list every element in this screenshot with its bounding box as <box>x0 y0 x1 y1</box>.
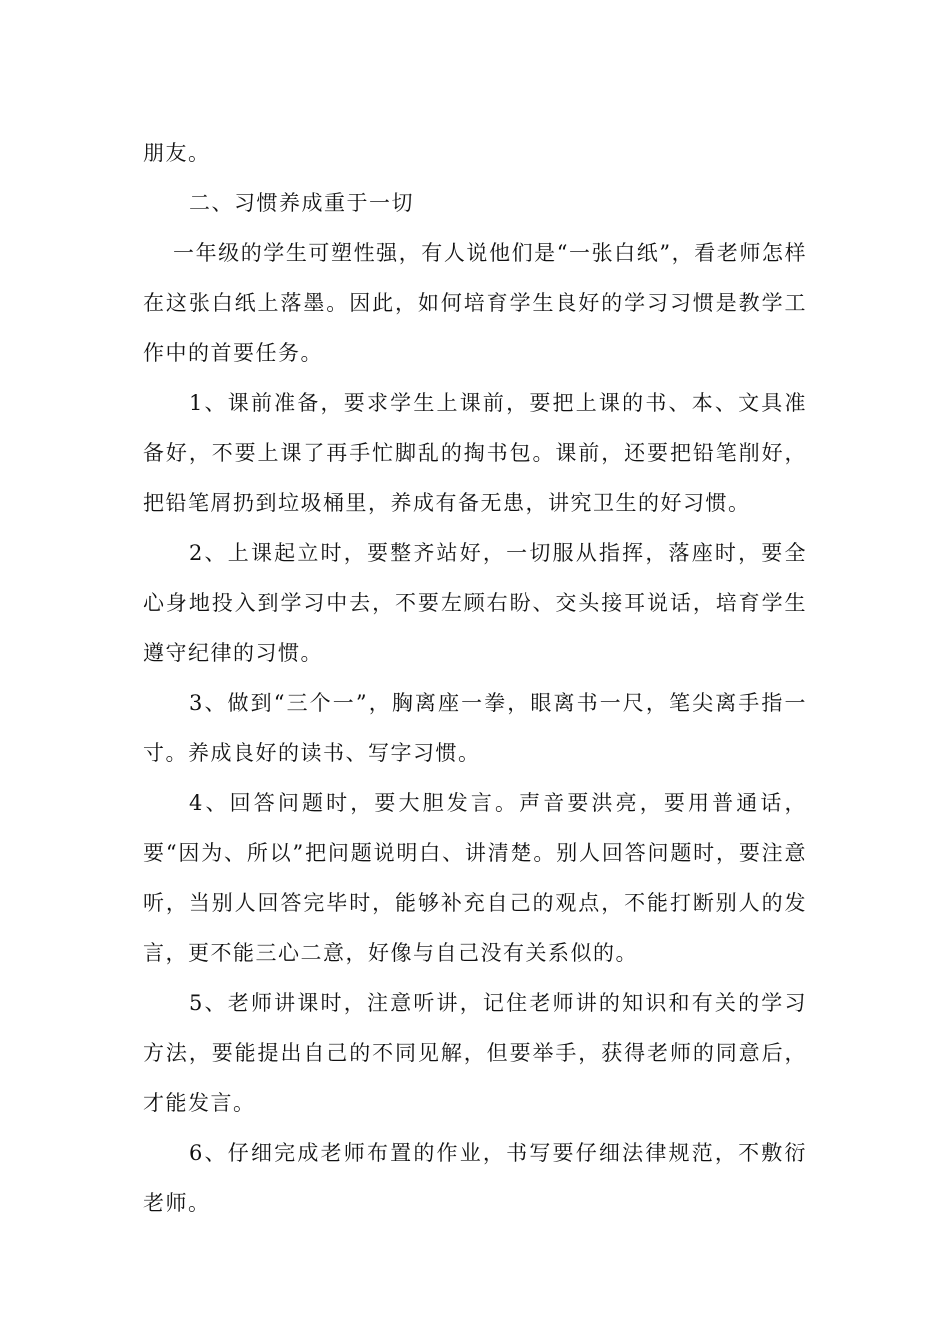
paragraph-item-6: 6、仔细完成老师布置的作业，书写要仔细法律规范，不敷衍老师。 <box>143 1141 807 1215</box>
paragraph-continuation: 朋友。 <box>143 141 211 165</box>
document-body <box>143 128 807 1228</box>
paragraph-item-2: 2、上课起立时，要整齐站好，一切服从指挥，落座时，要全心身地投入到学习中去，不要左顾右盼、交头接耳说话，培育学生遵守纪律的习惯。 <box>143 541 807 665</box>
paragraph-item-5: 5、老师讲课时，注意听讲，记住老师讲的知识和有关的学习方法，要能提出自己的不同见解，但要举手，获得老师的同意后，才能发言。 <box>143 991 807 1115</box>
paragraph-item-4: 4、回答问题时，要大胆发言。声音要洪亮，要用普通话，要“因为、所以”把问题说明白、讲清楚。别人回答问题时，要注意听，当别人回答完毕时，能够补充自己的观点，不能打断别人的发言，更不能三心二意，好像与自己没有关系似的。 <box>143 791 807 965</box>
section-heading: 二、习惯养成重于一切 <box>189 191 414 215</box>
paragraph-item-3: 3、做到“三个一”，胸离座一拳，眼离书一尺，笔尖离手指一寸。养成良好的读书、写字习惯。 <box>143 691 807 765</box>
paragraph-intro: 一年级的学生可塑性强，有人说他们是“一张白纸”，看老师怎样在这张白纸上落墨。因此，如何培育学生良好的学习习惯是教学工作中的首要任务。 <box>143 241 807 365</box>
paragraph-item-1: 1、课前准备，要求学生上课前，要把上课的书、本、文具准备好，不要上课了再手忙脚乱的掏书包。课前，还要把铅笔削好，把铅笔屑扔到垃圾桶里，养成有备无患，讲究卫生的好习惯。 <box>143 391 807 515</box>
